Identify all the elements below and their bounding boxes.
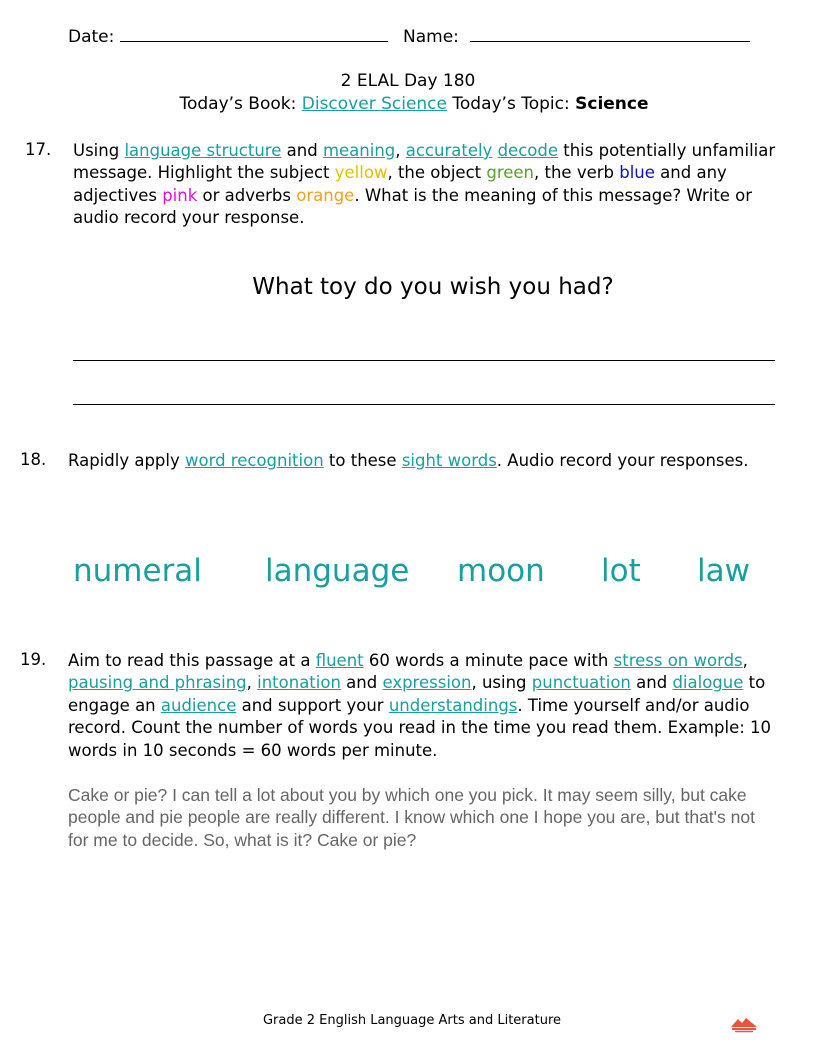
q19-text: . Time yourself and/or audio record. Count the number of words you read in the time you read them. Example: 10 words in 10 seconds = 60 words per minute. [68, 695, 772, 760]
topic-label: Today’s Topic: [452, 94, 570, 114]
date-blank[interactable] [120, 27, 388, 42]
name-line [403, 27, 750, 47]
date-label: Date: [68, 27, 115, 47]
mountain-logo-icon [729, 1013, 759, 1033]
q18-text: . Audio record your responses. [496, 451, 749, 470]
link-language-structure[interactable]: language structure [124, 141, 282, 160]
q18-text: Rapidly apply [68, 451, 185, 470]
q19-text: and support your [236, 695, 389, 715]
link-audience[interactable]: audience [160, 695, 237, 715]
sight-word: law [697, 553, 750, 589]
date-line [68, 27, 388, 47]
book-label: Today’s Book: [179, 94, 297, 114]
q17-number: 17. [25, 140, 52, 159]
color-word-yellow: yellow [334, 163, 388, 183]
name-label: Name: [403, 27, 459, 47]
name-blank[interactable] [470, 27, 750, 42]
color-word-blue: blue [619, 163, 655, 183]
footer-text: Grade 2 English Language Arts and Literature [262, 1013, 562, 1028]
day-title: 2 ELAL Day 180 [340, 71, 476, 91]
book-title-link[interactable]: Discover Science [301, 94, 447, 114]
color-word-pink: pink [162, 185, 198, 205]
q17-text: Using [73, 141, 125, 160]
q19-text: , using [471, 673, 532, 693]
link-fluent[interactable]: fluent [315, 651, 364, 670]
q18-text: to these [323, 451, 402, 470]
q18-number: 18. [20, 450, 47, 469]
q17-text: and [281, 141, 323, 160]
q19-number: 19. [20, 650, 47, 669]
q19-text: 60 words a minute pace with [363, 651, 614, 670]
decode-message: What toy do you wish you had? [252, 274, 614, 300]
q19-text: to engage an [68, 673, 766, 715]
q17-text: , the verb [534, 163, 620, 183]
q19-text: and [340, 673, 383, 693]
topic-value: Science [575, 94, 649, 114]
link-expression[interactable]: expression [382, 673, 472, 693]
q17-text: , [395, 141, 406, 160]
link-accurately[interactable]: accurately [405, 141, 493, 160]
link-word-recognition[interactable]: word recognition [185, 451, 324, 470]
q19-text: , [742, 651, 748, 670]
reading-passage: Cake or pie? I can tell a lot about you by which one you pick. It may seem silly, but cake people and pie people are really different. I know which one I hope you are, but that's not for me to decide. So, what is it? Cake or pie? [68, 785, 755, 850]
sight-word: lot [601, 553, 641, 589]
q19-text: and [630, 673, 673, 693]
link-sight-words[interactable]: sight words [401, 451, 497, 470]
q17-text: or adverbs [197, 185, 297, 205]
q17-instructions [73, 140, 788, 230]
q19-instructions [68, 650, 790, 762]
link-meaning[interactable]: meaning [322, 141, 396, 160]
q19-text: Aim to read this passage at a [68, 651, 316, 670]
link-punctuation[interactable]: punctuation [531, 673, 631, 693]
link-understandings[interactable]: understandings [388, 695, 518, 715]
color-word-green: green [486, 163, 535, 183]
answer-line-1[interactable] [73, 360, 775, 361]
book-topic-line [0, 94, 816, 114]
q17-text: this potentially unfamiliar message. Highlight the subject [73, 141, 776, 183]
link-intonation[interactable]: intonation [257, 673, 341, 693]
link-dialogue[interactable]: dialogue [672, 673, 744, 693]
color-word-orange: orange [296, 185, 355, 205]
link-decode[interactable]: decode [497, 141, 558, 160]
link-stress-on-words[interactable]: stress on words [613, 651, 743, 670]
q17-text: and any adjectives [73, 163, 727, 205]
answer-line-2[interactable] [73, 404, 775, 405]
q19-text: , [246, 673, 258, 693]
sight-word: moon [457, 553, 545, 589]
sight-word: language [265, 553, 410, 589]
link-pausing-and-phrasing[interactable]: pausing and phrasing [68, 673, 247, 693]
sight-word: numeral [73, 553, 202, 589]
q18-instructions [68, 450, 798, 472]
q17-text: . What is the meaning of this message? Write or audio record your response. [73, 185, 753, 228]
q17-text: , the object [387, 163, 487, 183]
